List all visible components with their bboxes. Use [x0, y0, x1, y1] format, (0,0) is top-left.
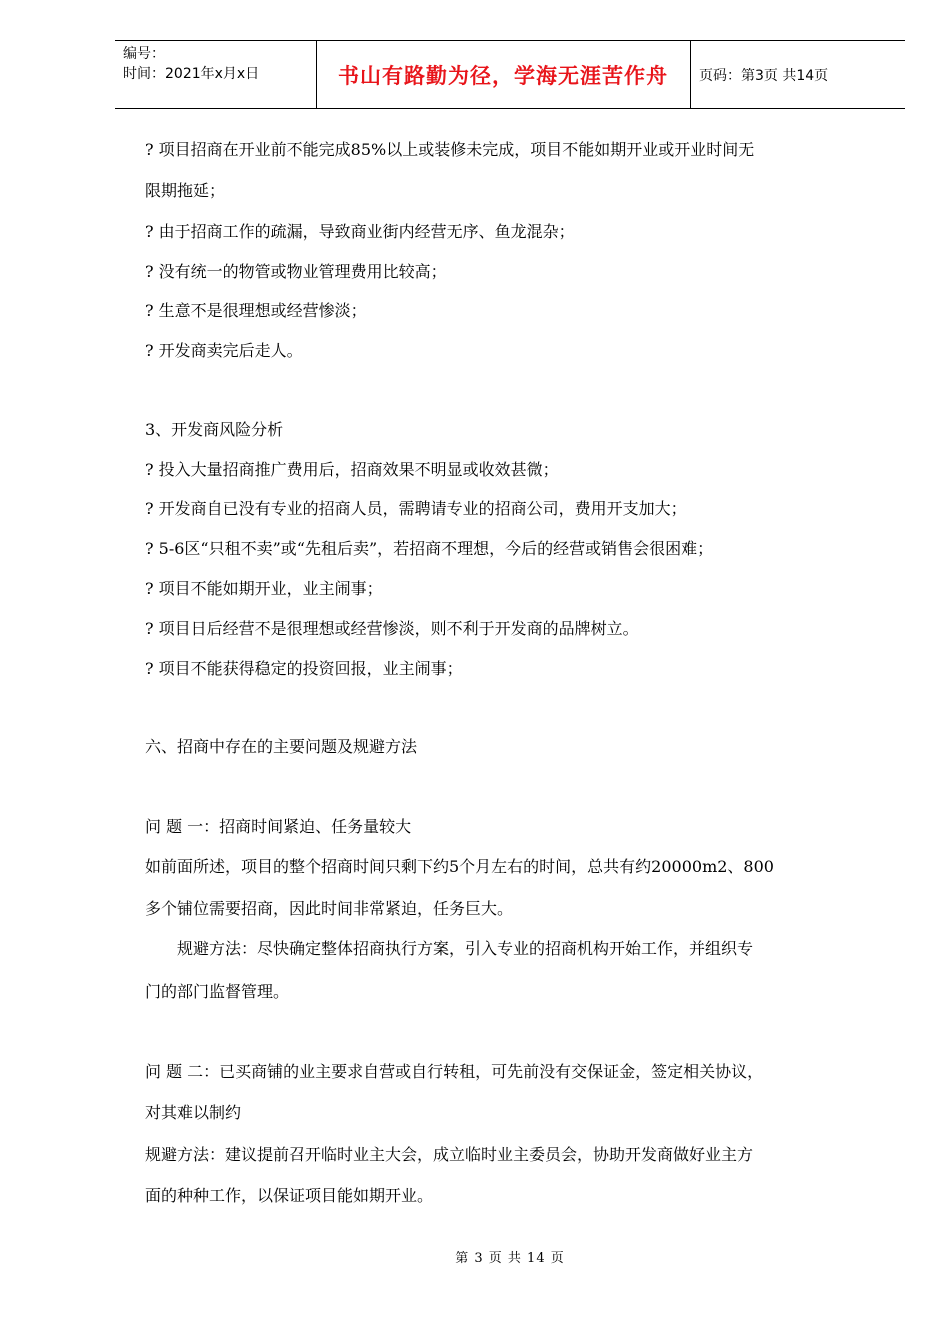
- risk-item-continued: 限期拖延；: [145, 181, 226, 200]
- risk-item: ? 没有统一的物管或物业管理费用比较高；: [145, 262, 447, 281]
- header-page-info: 页码：第3页 共14页: [699, 67, 829, 84]
- page-header: [115, 40, 905, 109]
- risk-item: ? 项目招商在开业前不能完成85%以上或装修未完成，项目不能如期开业或开业时间无: [145, 140, 755, 159]
- risk-item: ? 开发商自已没有专业的招商人员，需聘请专业的招商公司，费用开支加大；: [145, 499, 687, 518]
- risk-item: ? 投入大量招商推广费用后，招商效果不明显或收效甚微；: [145, 460, 559, 479]
- footer-page-number: 第 3 页 共 14 页: [455, 1251, 565, 1266]
- paragraph-line: 规避方法：尽快确定整体招商执行方案，引入专业的招商机构开始工作，并组织专: [177, 939, 754, 958]
- serial-number-label: 编号：: [123, 46, 165, 62]
- problem-heading: 问 题 一：招商时间紧迫、任务量较大: [145, 817, 412, 836]
- risk-item: ? 项目日后经营不是很理想或经营惨淡，则不利于开发商的品牌树立。: [145, 619, 639, 638]
- risk-item: ? 由于招商工作的疏漏，导致商业街内经营无序、鱼龙混杂；: [145, 222, 575, 241]
- risk-item: ? 5-6区“只租不卖”或“先租后卖”，若招商不理想，今后的经营或销售会很困难；: [145, 539, 714, 558]
- risk-item: ? 开发商卖完后走人。: [145, 341, 303, 360]
- header-meta-cell: [115, 41, 316, 108]
- header-motto: 书山有路勤为径，学海无涯苦作舟: [338, 62, 668, 88]
- risk-item: ? 项目不能获得稳定的投资回报，业主闹事；: [145, 659, 463, 678]
- paragraph-line: 如前面所述，项目的整个招商时间只剩下约5个月左右的时间，总共有约20000m2、800: [145, 857, 774, 876]
- date-label: 时间：2021年x月x日: [123, 66, 260, 82]
- problem-heading: 问 题 二：已买商铺的业主要求自营或自行转租，可先前没有交保证金，签定相关协议，: [145, 1062, 764, 1081]
- problem-heading-continued: 对其难以制约: [145, 1103, 242, 1122]
- paragraph-line: 面的种种工作，以保证项目能如期开业。: [145, 1186, 434, 1205]
- paragraph-line: 门的部门监督管理。: [145, 982, 290, 1001]
- risk-item: ? 生意不是很理想或经营惨淡；: [145, 301, 367, 320]
- page-footer: [0, 1247, 950, 1266]
- section-heading: 六、招商中存在的主要问题及规避方法: [145, 737, 418, 756]
- paragraph-line: 多个铺位需要招商，因此时间非常紧迫，任务巨大。: [145, 899, 514, 918]
- section-heading: 3、开发商风险分析: [145, 420, 284, 439]
- paragraph-line: 规避方法：建议提前召开临时业主大会，成立临时业主委员会，协助开发商做好业主方: [145, 1145, 754, 1164]
- risk-item: ? 项目不能如期开业，业主闹事；: [145, 579, 383, 598]
